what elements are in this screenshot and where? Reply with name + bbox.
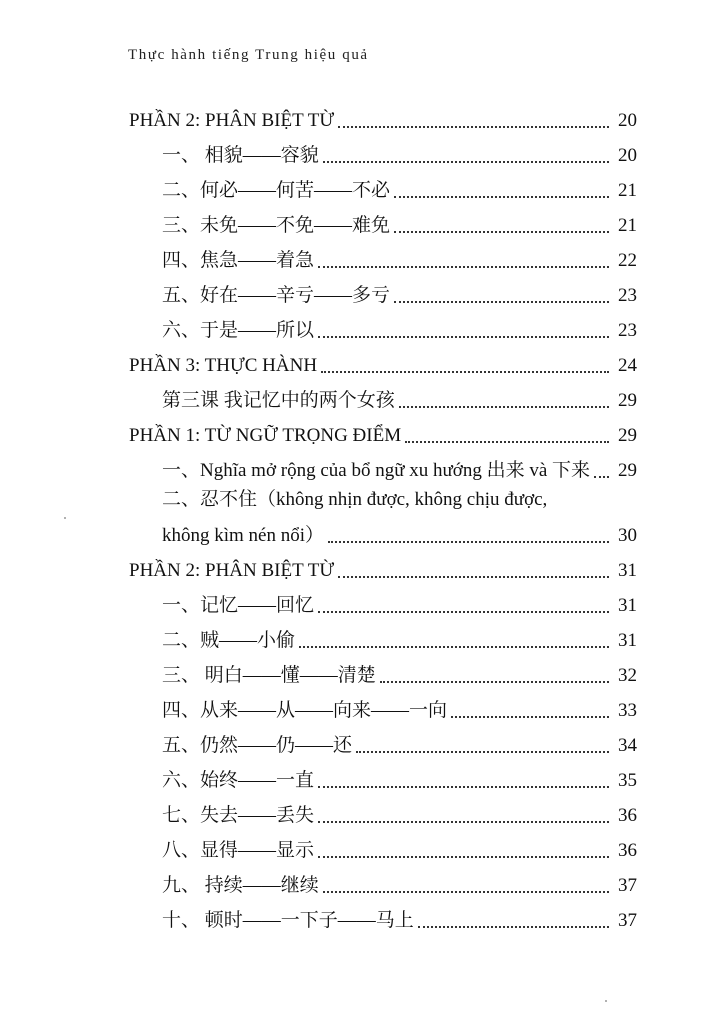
toc-entry[interactable] xyxy=(162,583,637,617)
dot-leader xyxy=(318,611,609,613)
toc-entry-section[interactable] xyxy=(129,343,637,377)
toc-entry-label: không kìm nén nổi） xyxy=(162,525,325,546)
toc-entry[interactable] xyxy=(162,308,637,342)
toc-page-number: 36 xyxy=(618,805,637,826)
dot-leader xyxy=(405,441,609,443)
toc-entry-label: 第三课 我记忆中的两个女孩 xyxy=(162,390,395,411)
dot-leader xyxy=(321,371,609,373)
toc-entry-label: PHẦN 2: PHÂN BIỆT TỪ xyxy=(129,110,335,131)
dot-leader xyxy=(323,161,609,163)
toc-entry-label: 十、 顿时——一下子——马上 xyxy=(162,910,414,931)
toc-entry[interactable] xyxy=(162,273,637,307)
toc-entry[interactable] xyxy=(162,863,637,897)
toc-entry[interactable] xyxy=(162,133,637,167)
dot-leader xyxy=(323,891,609,893)
toc-entry-label: 六、始终——一直 xyxy=(162,770,315,791)
toc-entry[interactable] xyxy=(162,448,637,482)
dot-leader xyxy=(451,716,609,718)
toc-entry-label: 一、记忆——回忆 xyxy=(162,595,315,616)
toc-page-number: 33 xyxy=(618,700,637,721)
toc-entry-label: 三、 明白——懂——清楚 xyxy=(162,665,376,686)
dot-leader xyxy=(399,406,609,408)
toc-page-number: 29 xyxy=(618,390,637,411)
toc-entry[interactable] xyxy=(162,758,637,792)
toc-page-number: 23 xyxy=(618,320,637,341)
toc-page-number: 23 xyxy=(618,285,637,306)
toc-entry-label: PHẦN 1: TỪ NGỮ TRỌNG ĐIỂM xyxy=(129,425,402,446)
dot-leader xyxy=(418,926,609,928)
dot-leader xyxy=(318,856,609,858)
dot-leader xyxy=(318,266,609,268)
toc-entry[interactable] xyxy=(162,793,637,827)
toc-entry-label: 九、 持续——继续 xyxy=(162,875,319,896)
toc-page-number: 31 xyxy=(618,630,637,651)
toc-entry-lesson[interactable] xyxy=(162,378,637,412)
toc-page-number: 31 xyxy=(618,560,637,581)
toc-entry-label: 六、于是——所以 xyxy=(162,320,315,341)
dot-leader xyxy=(338,576,609,578)
toc-page-number: 29 xyxy=(618,425,637,446)
dot-leader xyxy=(318,336,609,338)
toc-page-number: 21 xyxy=(618,180,637,201)
dot-leader xyxy=(338,126,609,128)
toc-page-number: 24 xyxy=(618,355,637,376)
toc-page-number: 37 xyxy=(618,910,637,931)
dot-leader xyxy=(318,786,609,788)
toc-entry-label: 八、显得——显示 xyxy=(162,840,315,861)
dot-leader xyxy=(328,541,609,543)
toc-page-number: 32 xyxy=(618,665,637,686)
toc-entry-label: PHẦN 2: PHÂN BIỆT TỪ xyxy=(129,560,335,581)
toc-entry[interactable] xyxy=(162,618,637,652)
toc-page-number: 35 xyxy=(618,770,637,791)
toc-entry-section[interactable] xyxy=(129,548,637,582)
dot-leader xyxy=(394,301,609,303)
toc-entry-label: 一、 相貌——容貌 xyxy=(162,145,319,166)
toc-entry[interactable] xyxy=(162,898,637,932)
scan-speck xyxy=(64,517,66,519)
toc-page-number: 30 xyxy=(618,525,637,546)
dot-leader xyxy=(594,476,609,478)
toc-entry-label: 七、失去——丢失 xyxy=(162,805,315,826)
dot-leader xyxy=(394,196,609,198)
toc-page-number: 20 xyxy=(618,110,637,131)
toc-entry-label-line1[interactable]: 二、忍不住（không nhịn được, không chịu được, xyxy=(162,489,548,510)
toc-entry-label: 五、好在——辛亏——多亏 xyxy=(162,285,391,306)
toc-entry[interactable] xyxy=(162,653,637,687)
dot-leader xyxy=(318,821,609,823)
toc-entry[interactable] xyxy=(162,203,637,237)
toc-entry[interactable] xyxy=(162,828,637,862)
toc-page-number: 21 xyxy=(618,215,637,236)
toc-page-number: 37 xyxy=(618,875,637,896)
toc-entry[interactable] xyxy=(162,513,637,547)
toc-page-number: 22 xyxy=(618,250,637,271)
toc-entry-section[interactable] xyxy=(129,413,637,447)
toc-entry-label: 一、Nghĩa mở rộng của bổ ngữ xu hướng 出来 và 下来 xyxy=(162,460,591,481)
toc-entry-section[interactable] xyxy=(129,98,637,132)
dot-leader xyxy=(299,646,609,648)
toc-entry-label: 二、何必——何苦——不必 xyxy=(162,180,391,201)
toc-page-number: 29 xyxy=(618,460,637,481)
toc-entry-label: 四、焦急——着急 xyxy=(162,250,315,271)
toc-entry[interactable] xyxy=(162,238,637,272)
toc-entry-label: 二、贼——小偷 xyxy=(162,630,296,651)
running-header: Thực hành tiếng Trung hiệu quả xyxy=(128,47,369,63)
toc-page-number: 20 xyxy=(618,145,637,166)
toc-entry-label: 五、仍然——仍——还 xyxy=(162,735,353,756)
dot-leader xyxy=(356,751,609,753)
toc-entry-label: PHẦN 3: THỰC HÀNH xyxy=(129,355,318,376)
toc-entry-label: 四、从来——从——向来——一向 xyxy=(162,700,448,721)
toc-entry-label: 三、未免——不免——难免 xyxy=(162,215,391,236)
toc-entry[interactable] xyxy=(162,723,637,757)
toc-entry[interactable] xyxy=(162,168,637,202)
toc-page-number: 34 xyxy=(618,735,637,756)
dot-leader xyxy=(380,681,609,683)
toc-entry[interactable] xyxy=(162,688,637,722)
toc-page-number: 31 xyxy=(618,595,637,616)
scan-speck xyxy=(605,1000,607,1002)
dot-leader xyxy=(394,231,609,233)
toc-page-number: 36 xyxy=(618,840,637,861)
